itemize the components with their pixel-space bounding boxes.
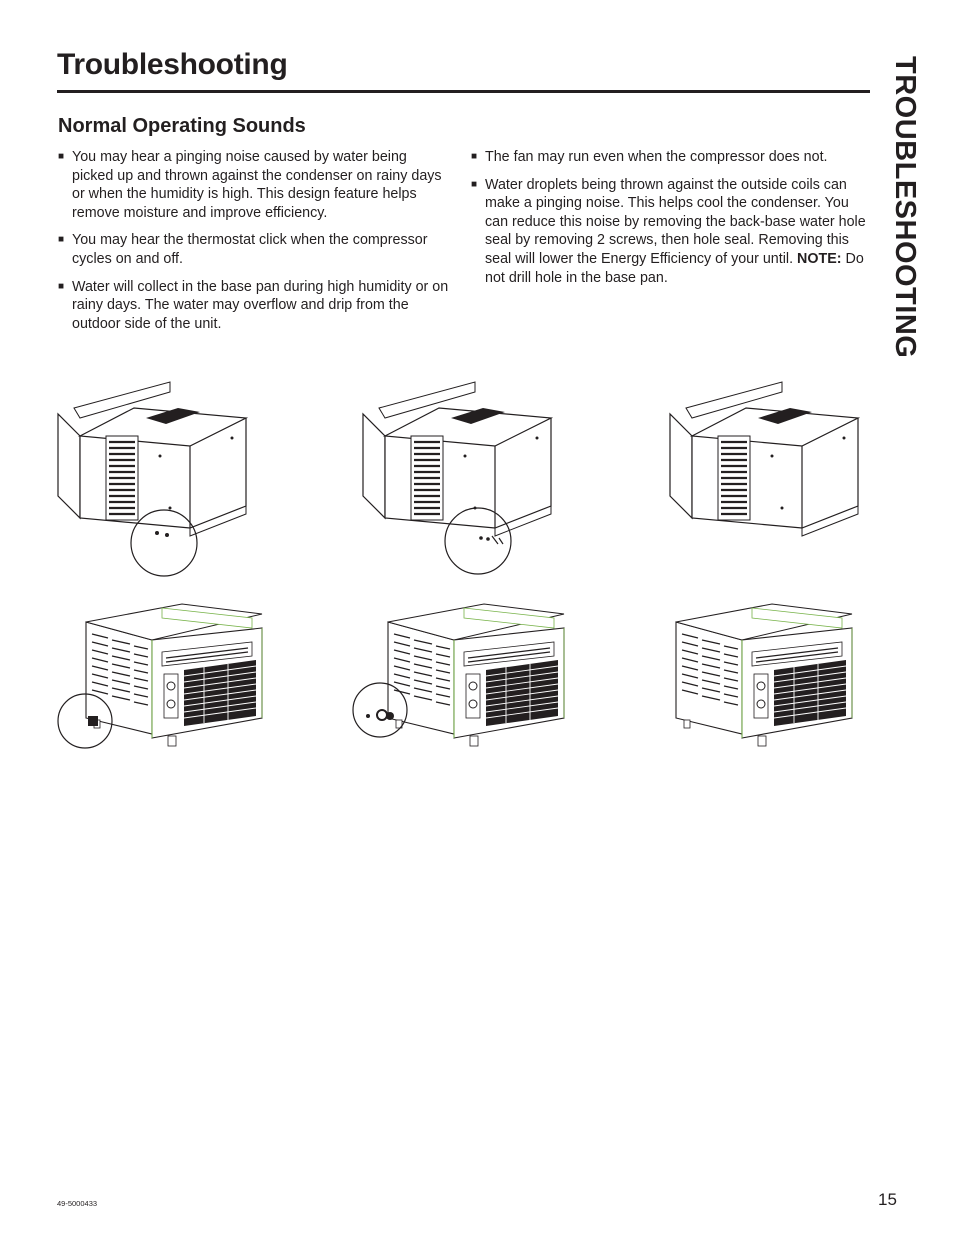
- bullet-text: Water droplets being thrown against the outside coils can make a pinging noise. This helps cool the condenser. You can reduce this noise by removing the back-base water hole seal by removing 2 screws, then hole seal. Removing this seal will lower the Energy Efficiency of your until.: [485, 176, 866, 267]
- note-label: NOTE:: [797, 250, 842, 267]
- title-divider: [57, 90, 870, 93]
- list-item: [471, 176, 869, 288]
- bullet-square-icon: ■: [471, 151, 478, 162]
- bullet-square-icon: ■: [471, 178, 478, 190]
- unit-front-view-3: [676, 604, 852, 746]
- right-bullet-list: [471, 148, 869, 296]
- bullet-text: You may hear a pinging noise caused by water being picked up and thrown against the condenser on rainy days or when the humidity is high. This design feature helps remove moisture and improve efficiency.: [72, 149, 442, 221]
- page-number: 15: [878, 1190, 897, 1209]
- list-item: [58, 278, 450, 334]
- front-view-figure-row: [52, 598, 882, 758]
- side-tab-label: TROUBLESHOOTING: [889, 56, 921, 359]
- list-item: [58, 148, 450, 222]
- bullet-text: You may hear the thermostat click when the compressor cycles on and off.: [72, 232, 428, 267]
- document-code: 49-5000433: [57, 1199, 98, 1208]
- unit-front-view-1: [86, 604, 262, 746]
- list-item: [471, 148, 869, 167]
- bullet-text: Water will collect in the base pan during high humidity or on rainy days. The water may overflow and drip from the outdoor side of the unit.: [72, 278, 449, 332]
- unit-front-view-2: [388, 604, 564, 746]
- list-item: [58, 231, 450, 268]
- section-heading: Normal Operating Sounds: [58, 115, 306, 137]
- unit-rear-view-2: [363, 382, 551, 536]
- page-title: Troubleshooting: [57, 48, 288, 81]
- bullet-square-icon: ■: [58, 151, 65, 162]
- left-bullet-list: [58, 148, 450, 342]
- bullet-square-icon: ■: [58, 234, 65, 246]
- bullet-text: The fan may run even when the compressor does not.: [485, 149, 828, 165]
- bullet-square-icon: ■: [58, 280, 65, 292]
- note-text: Do not drill hole in the base pan.: [485, 250, 864, 286]
- rear-view-figure-row: [50, 378, 910, 578]
- unit-rear-view-3: [670, 382, 858, 536]
